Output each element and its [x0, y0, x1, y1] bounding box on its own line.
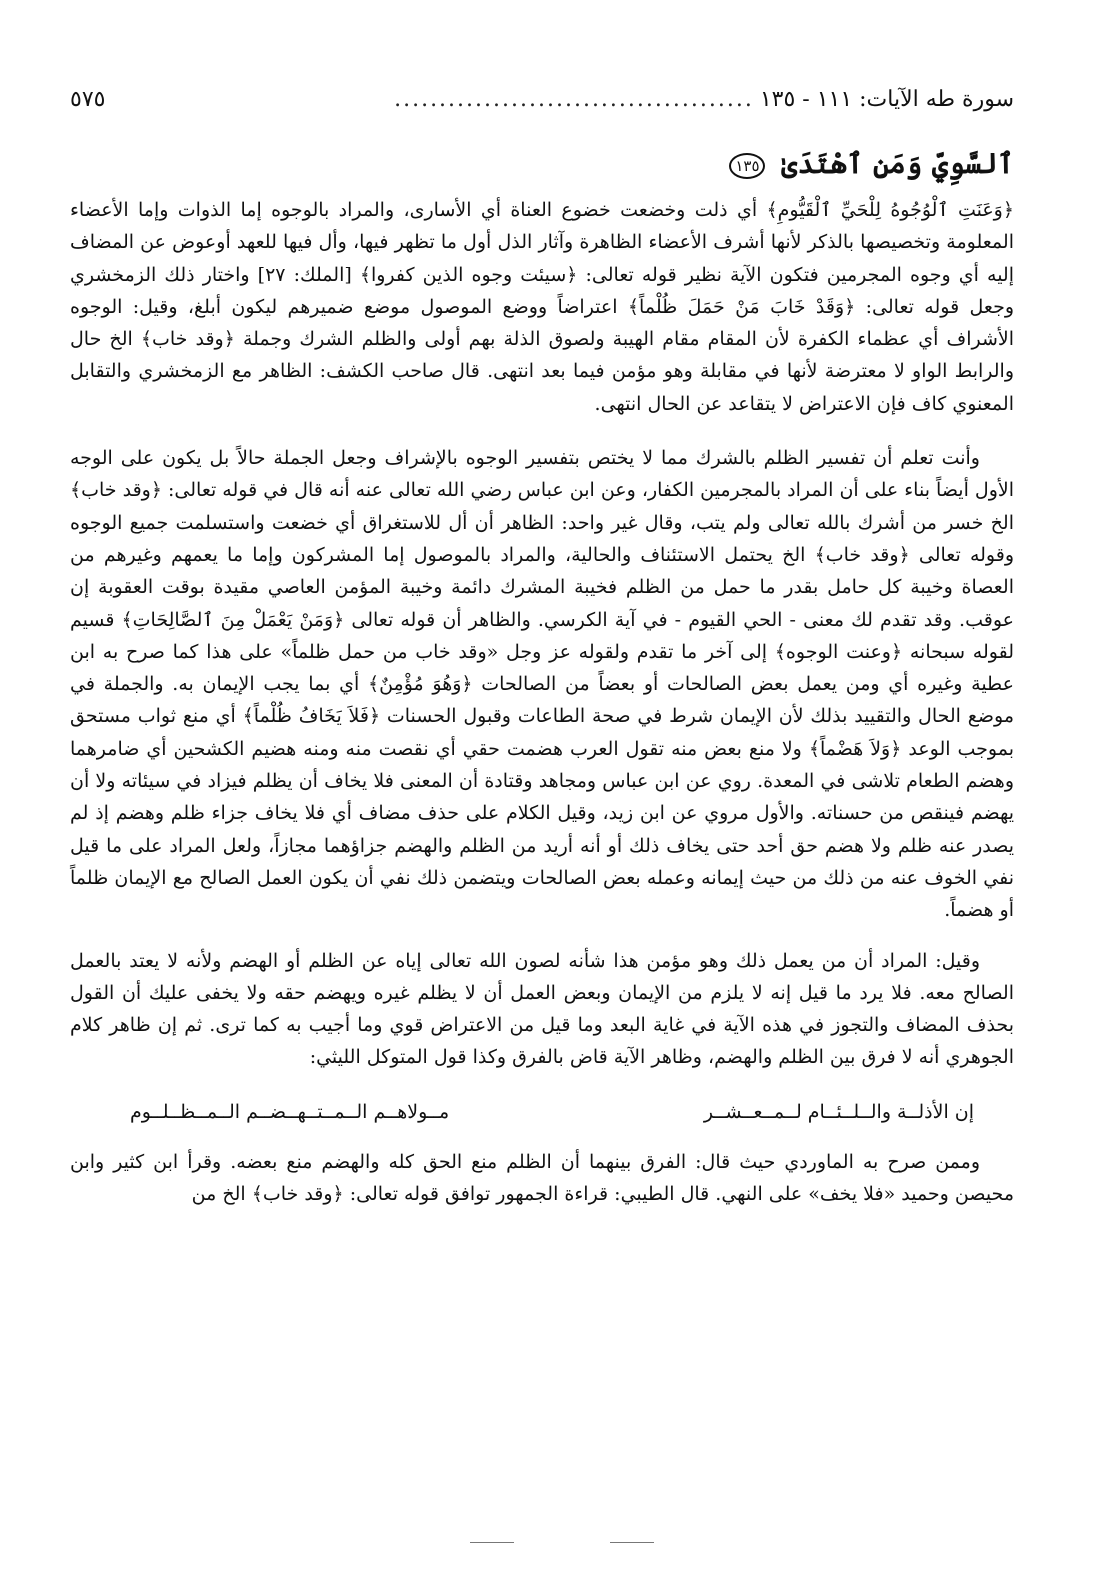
verse-text: ٱلسَّوِيِّ وَمَنِ ٱهْتَدَىٰ — [781, 147, 1014, 180]
poem-verse — [70, 1092, 1014, 1132]
poem-hemistich-2: مــولاهــم الــمــتــهــضــم الــمــظــلــوم — [130, 1100, 450, 1123]
paragraph-4 — [70, 1146, 1014, 1211]
ayah-number-marker: ١٣٥ — [729, 153, 765, 179]
leader-dots: ........................................ — [394, 87, 754, 112]
quran-verse — [70, 140, 1014, 188]
paragraph-1: ﴿وَعَنَتِ ٱلْوُجُوهُ لِلْحَيِّ ٱلْقَيُّومِ﴾ أي ذلت وخضعت خضوع العناة أي الأسارى، والمراد بالوجوه إما الذوات وإما الأعضاء المعلومة وتخصيصها بالذكر لأنها أشرف الأعضاء الظاهرة وآثار الذل أول ما تظهر فيها، وأل فيها للعهد أوعوض عن المضاف إليه أي وجوه المجرمين فتكون الآية نظير قوله تعالى: ﴿سيئت وجوه الذين كفروا﴾ [الملك: ٢٧] واختار ذلك الزمخشري وجعل قوله تعالى: ﴿وَقَدْ خَابَ مَنْ حَمَلَ ظُلْماً﴾ اعتراضاً ووضع الموصول موضع ضميرهم ليكون أبلغ، وقيل: الوجوه الأشراف أي عظماء الكفرة لأن المقام مقام الهيبة ولصوق الذلة بهم أولى والظلم الشرك وجملة ﴿وقد خاب﴾ الخ حال والرابط الواو لا معترضة لأنها في مقابلة وهو مؤمن فيما بعد انتهى. قال صاحب الكشف: الظاهر مع الزمخشري والتقابل المعنوي كاف فإن الاعتراض لا يتقاعد عن الحال انتهى. — [70, 199, 1014, 415]
poem-hemistich-1: إن الأذلــة والــلــئــام لــمــعــشــر — [703, 1100, 974, 1123]
footnote-divider — [610, 1542, 654, 1543]
paragraph-2 — [70, 442, 1014, 926]
running-header — [70, 80, 1014, 120]
page-number: ٥٧٥ — [70, 87, 106, 112]
paragraph-2-text: وأنت تعلم أن تفسير الظلم بالشرك مما لا يختص بتفسير الوجوه بالإشراف وجعل الجملة حالاً بل يكون على الوجه الأول أيضاً بناء على أن المراد بالمجرمين الكفار، وعن ابن عباس رضي الله تعالى عنه أنه قال في قوله تعالى: ﴿وقد خاب﴾ الخ خسر من أشرك بالله تعالى ولم يتب، وقال غير واحد: الظاهر أن أل للاستغراق أي خضعت واستسلمت جميع الوجوه وقوله تعالى ﴿وقد خاب﴾ الخ يحتمل الاستئناف والحالية، والمراد بالموصول إما المشركون وإما ما يعمهم وغيرهم من العصاة وخيبة كل حامل بقدر ما حمل من الظلم فخيبة المشرك دائمة وخيبة المؤمن العاصي مقيدة بوقت العقوبة إن عوقب. وقد تقدم لك معنى - الحي القيوم - في آية الكرسي. والظاهر أن قوله تعالى ﴿وَمَنْ يَعْمَلْ مِنَ ٱلصَّالِحَاتِ﴾ قسيم لقوله سبحانه ﴿وعنت الوجوه﴾ إلى آخر ما تقدم ولقوله عز وجل «وقد خاب من حمل ظلماً» على هذا كما صرح به ابن عطية وغيره أي ومن يعمل بعض الصالحات أو بعضاً من الصالحات ﴿وَهُوَ مُؤْمِنٌ﴾ أي بما يجب الإيمان به. والجملة في موضع الحال والتقييد بذلك لأن الإيمان شرط في صحة الطاعات وقبول الحسنات ﴿فَلاَ يَخَافُ ظُلْماً﴾ أي منع ثواب مستحق بموجب الوعد ﴿وَلاَ هَضْماً﴾ ولا منع بعض منه تقول العرب هضمت حقي أي نقصت منه ومنه هضيم الكشحين أي ضامرهما وهضم الطعام تلاشى في المعدة. روي عن ابن عباس ومجاهد وقتادة أن المعنى فلا يخاف أن يظلم فيزاد في سيئاته ولا أن يهضم فينقص من حسناته. والأول مروي عن ابن زيد، وقيل الكلام على حذف مضاف أي فلا يخاف جزاء ظلم وهضم إذ لم يصدر عنه ظلم ولا هضم حق أحد حتى يخاف ذلك أو أنه أريد من الظلم والهضم جزاؤهما مجازاً، ولعل المراد على ما قيل نفي الخوف عنه من ذلك من حيث إيمانه وعمله بعض الصالحات ويتضمن ذلك نفي أن يكون العمل الصالح مع الإيمان ظلماً أو هضماً. — [70, 447, 1014, 922]
paragraph-3-text: وقيل: المراد أن من يعمل ذلك وهو مؤمن هذا شأنه لصون الله تعالى إياه عن الظلم أو الهضم ولأنه لا يعتد بالعمل الصالح معه. فلا يرد ما قيل إنه لا يلزم من الإيمان وبعض العمل أن لا يظلم غيره ويهضم حقه ولا يخفى عليك أن القول بحذف المضاف والتجوز في هذه الآية في غاية البعد وما قيل من الاعتراض قوي وما أجيب به كما ترى. ثم إن ظاهر كلام الجوهري أنه لا فرق بين الظلم والهضم، وظاهر الآية قاض بالفرق وكذا قول المتوكل الليثي: — [70, 949, 1014, 1069]
surah-title: سورة طه الآيات: ١١١ - ١٣٥ — [759, 87, 1014, 112]
footnote-divider — [470, 1542, 514, 1543]
document-page — [70, 80, 1014, 1550]
paragraph-3 — [70, 945, 1014, 1074]
paragraph-4-text: وممن صرح به الماوردي حيث قال: الفرق بينهما أن الظلم منع الحق كله والهضم منع بعضه. وقرأ ابن كثير وابن محيصن وحميد «فلا يخف» على النهي. قال الطيبي: قراءة الجمهور توافق قوله تعالى: ﴿وقد خاب﴾ الخ من — [70, 1150, 1014, 1206]
